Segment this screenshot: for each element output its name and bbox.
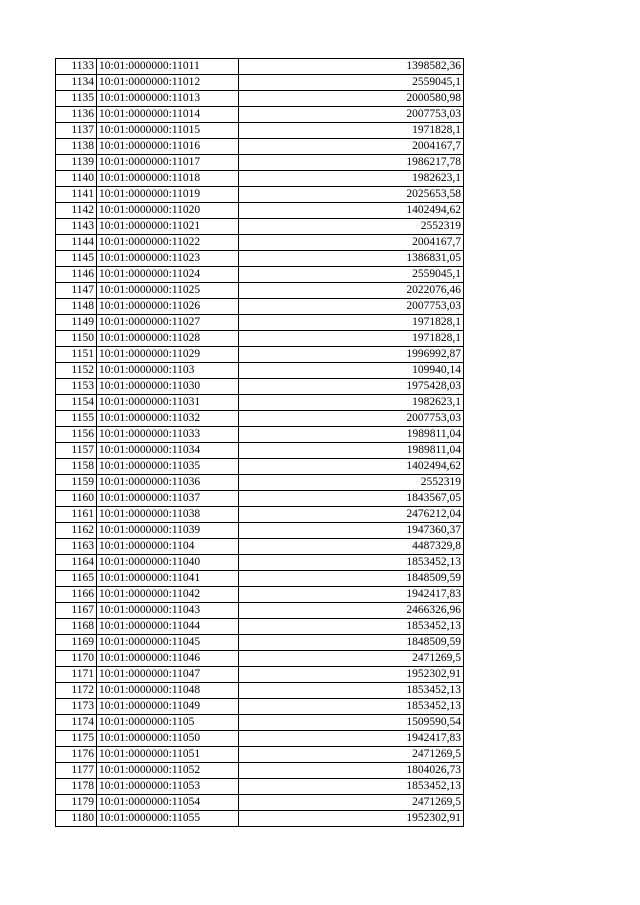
cadastral-number-cell: 10:01:0000000:11026: [97, 299, 239, 315]
row-number-cell: 1165: [56, 571, 97, 587]
table-row: [56, 603, 464, 619]
cadastral-number-cell: 10:01:0000000:11017: [97, 155, 239, 171]
cadastral-number-cell: 10:01:0000000:11033: [97, 427, 239, 443]
table-row: [56, 715, 464, 731]
row-number-cell: 1175: [56, 731, 97, 747]
cadastral-number-cell: 10:01:0000000:11045: [97, 635, 239, 651]
cadastral-number-cell: 10:01:0000000:11022: [97, 235, 239, 251]
table-row: [56, 667, 464, 683]
table-row: [56, 491, 464, 507]
value-cell: 1804026,73: [239, 763, 464, 779]
table-row: [56, 635, 464, 651]
value-cell: 109940,14: [239, 363, 464, 379]
cadastral-number-cell: 10:01:0000000:11024: [97, 267, 239, 283]
value-cell: 2559045,1: [239, 75, 464, 91]
cadastral-number-cell: 10:01:0000000:11041: [97, 571, 239, 587]
table-row: [56, 123, 464, 139]
cadastral-number-cell: 10:01:0000000:11038: [97, 507, 239, 523]
cadastral-number-cell: 10:01:0000000:11027: [97, 315, 239, 331]
cadastral-number-cell: 10:01:0000000:1103: [97, 363, 239, 379]
cadastral-number-cell: 10:01:0000000:11055: [97, 811, 239, 827]
value-cell: 2471269,5: [239, 651, 464, 667]
value-cell: 1952302,91: [239, 667, 464, 683]
value-cell: 2022076,46: [239, 283, 464, 299]
table-row: [56, 459, 464, 475]
value-cell: 1971828,1: [239, 315, 464, 331]
table-row: [56, 347, 464, 363]
row-number-cell: 1141: [56, 187, 97, 203]
value-cell: 1989811,04: [239, 427, 464, 443]
row-number-cell: 1171: [56, 667, 97, 683]
cadastral-number-cell: 10:01:0000000:11030: [97, 379, 239, 395]
table-row: [56, 283, 464, 299]
row-number-cell: 1163: [56, 539, 97, 555]
row-number-cell: 1168: [56, 619, 97, 635]
cadastral-number-cell: 10:01:0000000:11036: [97, 475, 239, 491]
cadastral-number-cell: 10:01:0000000:11054: [97, 795, 239, 811]
value-cell: 2471269,5: [239, 795, 464, 811]
row-number-cell: 1174: [56, 715, 97, 731]
value-cell: 1971828,1: [239, 123, 464, 139]
table-row: [56, 171, 464, 187]
table-row: [56, 235, 464, 251]
table-row: [56, 395, 464, 411]
table-row: [56, 475, 464, 491]
value-cell: 2007753,03: [239, 299, 464, 315]
value-cell: 1386831,05: [239, 251, 464, 267]
table-row: [56, 411, 464, 427]
table-row: [56, 779, 464, 795]
cadastral-number-cell: 10:01:0000000:11031: [97, 395, 239, 411]
value-cell: 2559045,1: [239, 267, 464, 283]
cadastral-number-cell: 10:01:0000000:11020: [97, 203, 239, 219]
value-cell: 2007753,03: [239, 107, 464, 123]
table-row: [56, 315, 464, 331]
table-row: [56, 587, 464, 603]
value-cell: 1942417,83: [239, 587, 464, 603]
cadastral-number-cell: 10:01:0000000:11046: [97, 651, 239, 667]
row-number-cell: 1137: [56, 123, 97, 139]
cadastral-number-cell: 10:01:0000000:11043: [97, 603, 239, 619]
row-number-cell: 1136: [56, 107, 97, 123]
value-cell: 1947360,37: [239, 523, 464, 539]
row-number-cell: 1156: [56, 427, 97, 443]
table-row: [56, 539, 464, 555]
cadastral-number-cell: 10:01:0000000:11018: [97, 171, 239, 187]
value-cell: 1853452,13: [239, 619, 464, 635]
row-number-cell: 1172: [56, 683, 97, 699]
row-number-cell: 1146: [56, 267, 97, 283]
value-cell: 2004167,7: [239, 235, 464, 251]
value-cell: 1982623,1: [239, 171, 464, 187]
table-row: [56, 507, 464, 523]
value-cell: 2000580,98: [239, 91, 464, 107]
value-cell: 2552319: [239, 475, 464, 491]
table-row: [56, 763, 464, 779]
value-cell: 1853452,13: [239, 555, 464, 571]
cadastral-number-cell: 10:01:0000000:11025: [97, 283, 239, 299]
value-cell: 1996992,87: [239, 347, 464, 363]
table-row: [56, 267, 464, 283]
row-number-cell: 1138: [56, 139, 97, 155]
cadastral-number-cell: 10:01:0000000:11049: [97, 699, 239, 715]
cadastral-number-cell: 10:01:0000000:11021: [97, 219, 239, 235]
value-cell: 1971828,1: [239, 331, 464, 347]
table-row: [56, 747, 464, 763]
cadastral-number-cell: 10:01:0000000:1105: [97, 715, 239, 731]
value-cell: 1853452,13: [239, 683, 464, 699]
cadastral-number-cell: 10:01:0000000:11052: [97, 763, 239, 779]
parcel-value-table: [55, 58, 464, 827]
value-cell: 1509590,54: [239, 715, 464, 731]
row-number-cell: 1159: [56, 475, 97, 491]
cadastral-number-cell: 10:01:0000000:11011: [97, 59, 239, 75]
table-row: [56, 75, 464, 91]
value-cell: 1398582,36: [239, 59, 464, 75]
row-number-cell: 1169: [56, 635, 97, 651]
value-cell: 1853452,13: [239, 779, 464, 795]
value-cell: 1989811,04: [239, 443, 464, 459]
cadastral-number-cell: 10:01:0000000:11053: [97, 779, 239, 795]
value-cell: 1402494,62: [239, 459, 464, 475]
row-number-cell: 1167: [56, 603, 97, 619]
value-cell: 1942417,83: [239, 731, 464, 747]
cadastral-number-cell: 10:01:0000000:11013: [97, 91, 239, 107]
row-number-cell: 1178: [56, 779, 97, 795]
cadastral-number-cell: 10:01:0000000:11029: [97, 347, 239, 363]
table-row: [56, 139, 464, 155]
row-number-cell: 1157: [56, 443, 97, 459]
row-number-cell: 1144: [56, 235, 97, 251]
row-number-cell: 1145: [56, 251, 97, 267]
row-number-cell: 1133: [56, 59, 97, 75]
cadastral-number-cell: 10:01:0000000:11012: [97, 75, 239, 91]
value-cell: 2471269,5: [239, 747, 464, 763]
table-row: [56, 91, 464, 107]
row-number-cell: 1166: [56, 587, 97, 603]
cadastral-number-cell: 10:01:0000000:11016: [97, 139, 239, 155]
table-row: [56, 523, 464, 539]
row-number-cell: 1160: [56, 491, 97, 507]
row-number-cell: 1164: [56, 555, 97, 571]
cadastral-number-cell: 10:01:0000000:11019: [97, 187, 239, 203]
row-number-cell: 1149: [56, 315, 97, 331]
table-row: [56, 187, 464, 203]
cadastral-number-cell: 10:01:0000000:11034: [97, 443, 239, 459]
table-row: [56, 699, 464, 715]
cadastral-number-cell: 10:01:0000000:11039: [97, 523, 239, 539]
row-number-cell: 1176: [56, 747, 97, 763]
value-cell: 4487329,8: [239, 539, 464, 555]
table-row: [56, 811, 464, 827]
row-number-cell: 1173: [56, 699, 97, 715]
row-number-cell: 1148: [56, 299, 97, 315]
cadastral-number-cell: 10:01:0000000:11047: [97, 667, 239, 683]
value-cell: 1848509,59: [239, 635, 464, 651]
table-row: [56, 731, 464, 747]
row-number-cell: 1152: [56, 363, 97, 379]
cadastral-number-cell: 10:01:0000000:11035: [97, 459, 239, 475]
row-number-cell: 1143: [56, 219, 97, 235]
table-row: [56, 363, 464, 379]
value-cell: 1975428,03: [239, 379, 464, 395]
row-number-cell: 1150: [56, 331, 97, 347]
value-cell: 1848509,59: [239, 571, 464, 587]
table-row: [56, 619, 464, 635]
cadastral-number-cell: 10:01:0000000:11051: [97, 747, 239, 763]
cadastral-number-cell: 10:01:0000000:11040: [97, 555, 239, 571]
table-row: [56, 155, 464, 171]
row-number-cell: 1170: [56, 651, 97, 667]
table-row: [56, 795, 464, 811]
value-cell: 2552319: [239, 219, 464, 235]
row-number-cell: 1161: [56, 507, 97, 523]
cadastral-number-cell: 10:01:0000000:11015: [97, 123, 239, 139]
row-number-cell: 1180: [56, 811, 97, 827]
table-row: [56, 251, 464, 267]
cadastral-number-cell: 10:01:0000000:11044: [97, 619, 239, 635]
cadastral-number-cell: 10:01:0000000:11023: [97, 251, 239, 267]
row-number-cell: 1135: [56, 91, 97, 107]
table-row: [56, 203, 464, 219]
table-row: [56, 59, 464, 75]
row-number-cell: 1155: [56, 411, 97, 427]
value-cell: 2007753,03: [239, 411, 464, 427]
row-number-cell: 1158: [56, 459, 97, 475]
cadastral-number-cell: 10:01:0000000:11050: [97, 731, 239, 747]
value-cell: 2466326,96: [239, 603, 464, 619]
row-number-cell: 1153: [56, 379, 97, 395]
table-row: [56, 571, 464, 587]
table-row: [56, 555, 464, 571]
row-number-cell: 1140: [56, 171, 97, 187]
value-cell: 1843567,05: [239, 491, 464, 507]
value-cell: 1853452,13: [239, 699, 464, 715]
row-number-cell: 1134: [56, 75, 97, 91]
row-number-cell: 1147: [56, 283, 97, 299]
value-cell: 1982623,1: [239, 395, 464, 411]
table-row: [56, 219, 464, 235]
value-cell: 1402494,62: [239, 203, 464, 219]
cadastral-number-cell: 10:01:0000000:11014: [97, 107, 239, 123]
value-cell: 2004167,7: [239, 139, 464, 155]
row-number-cell: 1177: [56, 763, 97, 779]
value-cell: 1986217,78: [239, 155, 464, 171]
cadastral-number-cell: 10:01:0000000:11032: [97, 411, 239, 427]
table-row: [56, 427, 464, 443]
value-cell: 2476212,04: [239, 507, 464, 523]
row-number-cell: 1142: [56, 203, 97, 219]
table-row: [56, 107, 464, 123]
value-cell: 2025653,58: [239, 187, 464, 203]
table-row: [56, 299, 464, 315]
row-number-cell: 1139: [56, 155, 97, 171]
cadastral-number-cell: 10:01:0000000:11028: [97, 331, 239, 347]
table-row: [56, 331, 464, 347]
row-number-cell: 1179: [56, 795, 97, 811]
table-row: [56, 651, 464, 667]
table-row: [56, 443, 464, 459]
table-row: [56, 379, 464, 395]
row-number-cell: 1154: [56, 395, 97, 411]
value-cell: 1952302,91: [239, 811, 464, 827]
cadastral-number-cell: 10:01:0000000:11048: [97, 683, 239, 699]
cadastral-number-cell: 10:01:0000000:1104: [97, 539, 239, 555]
row-number-cell: 1151: [56, 347, 97, 363]
table-row: [56, 683, 464, 699]
row-number-cell: 1162: [56, 523, 97, 539]
cadastral-number-cell: 10:01:0000000:11042: [97, 587, 239, 603]
cadastral-number-cell: 10:01:0000000:11037: [97, 491, 239, 507]
table-body: [56, 59, 464, 827]
